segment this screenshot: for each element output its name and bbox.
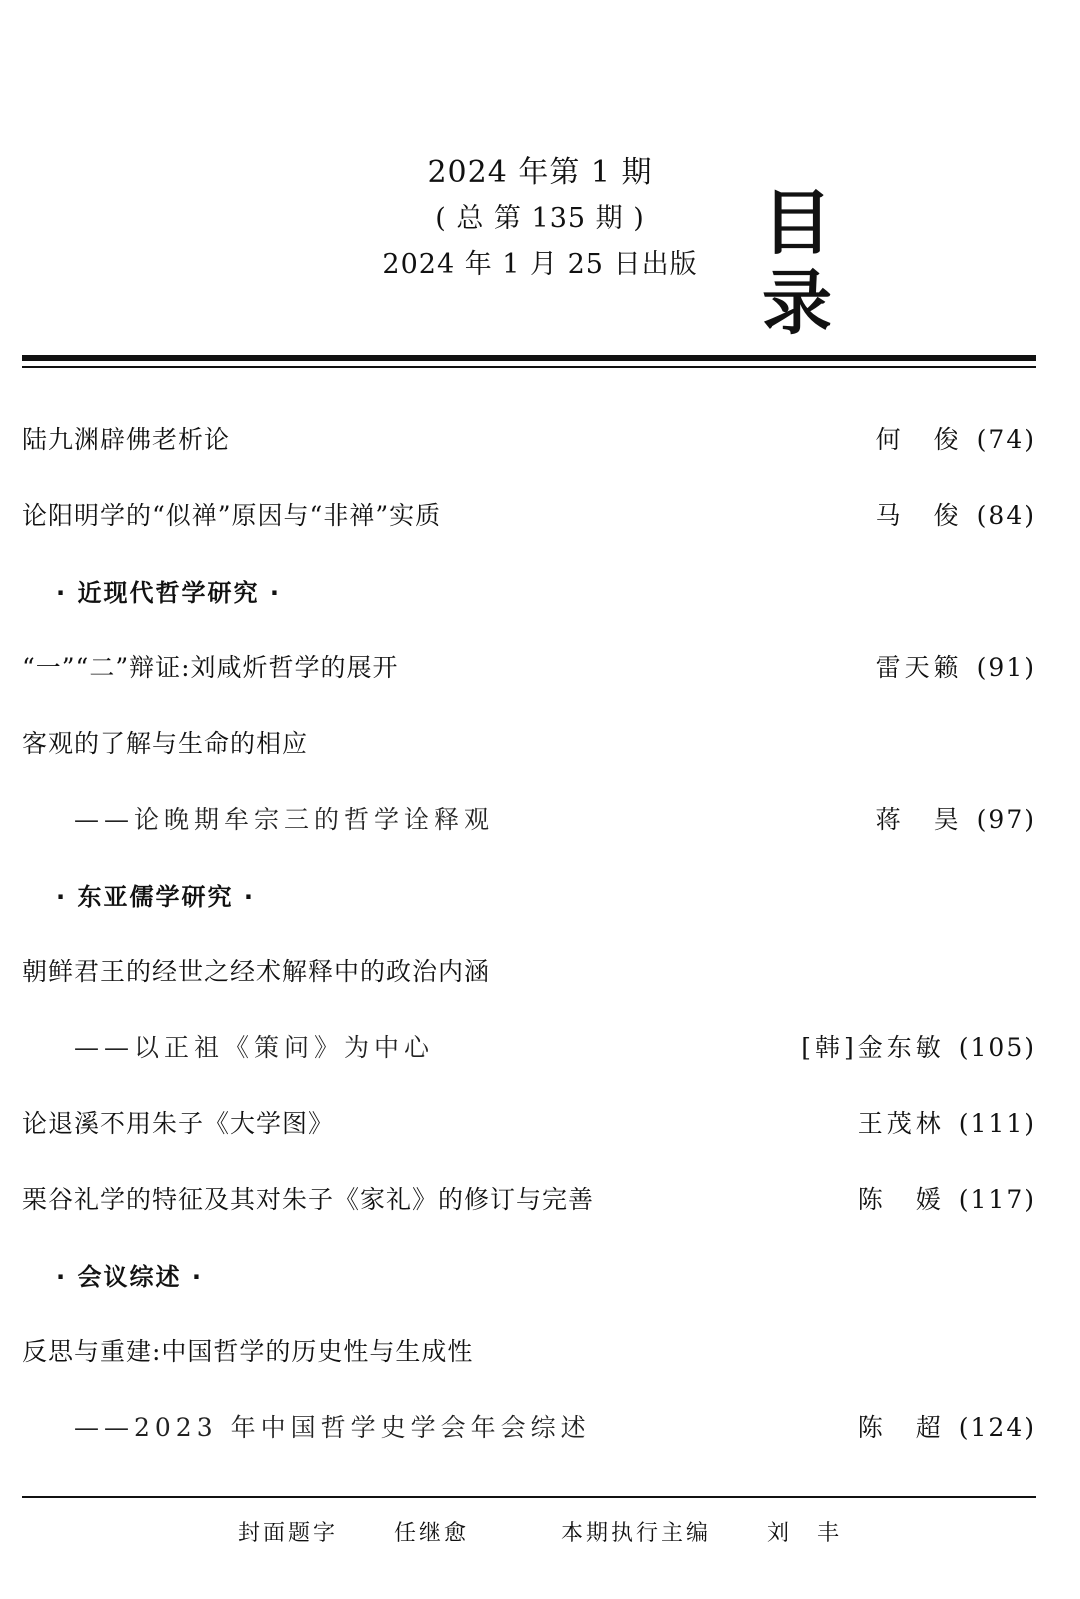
toc-entry-author: 马 俊: [875, 501, 963, 530]
credits-footer: [0, 1516, 1080, 1547]
toc-entry-author: 陈 超: [857, 1413, 945, 1442]
issue-date: 2024 年 1 月 25 日出版: [382, 249, 698, 280]
toc-entry-meta: [858, 1408, 1036, 1444]
toc-entry-author: 雷天籁: [875, 653, 963, 682]
toc-entry-author: 何 俊: [875, 425, 963, 454]
toc-entry-meta: [876, 496, 1036, 532]
toc-entry-meta: [801, 1028, 1036, 1064]
toc-entry-meta: [876, 420, 1036, 456]
toc-heading: 目 录: [762, 182, 890, 344]
toc-entry-page: (117): [958, 1185, 1036, 1214]
toc-entry-title: 反思与重建:中国哲学的历史性与生成性: [22, 1337, 474, 1366]
toc-entry[interactable]: [22, 476, 1036, 552]
toc-entry-page: (91): [976, 653, 1036, 682]
toc-entry-page: (105): [958, 1033, 1036, 1062]
toc-entry-title: 客观的了解与生命的相应: [22, 729, 309, 758]
toc-section-title: · 会议综述 ·: [56, 1262, 203, 1291]
toc-entry-subtitle-row[interactable]: [22, 780, 1036, 856]
toc-entry[interactable]: [22, 704, 1036, 780]
toc-entry-title: 朝鲜君王的经世之经术解释中的政治内涵: [22, 957, 491, 986]
toc-entry-title: 栗谷礼学的特征及其对朱子《家礼》的修订与完善: [22, 1185, 595, 1214]
table-of-contents: [22, 400, 1036, 1464]
issue-info: [360, 150, 720, 288]
issue-number: 2024 年第 1 期: [427, 155, 653, 190]
footer-rule: [22, 1496, 1036, 1498]
toc-entry[interactable]: [22, 400, 1036, 476]
toc-entry-title: 论阳明学的“似禅”原因与“非禅”实质: [22, 501, 442, 530]
toc-entry-subtitle-row[interactable]: [22, 1008, 1036, 1084]
toc-entry-author: [韩]金东敏: [801, 1033, 945, 1062]
toc-entry-title: “一”“二”辩证:刘咸炘哲学的展开: [22, 653, 399, 682]
toc-entry-author: 王茂林: [857, 1109, 945, 1138]
toc-entry[interactable]: [22, 932, 1036, 1008]
toc-entry-meta: [876, 800, 1036, 836]
toc-entry[interactable]: [22, 1312, 1036, 1388]
header-rule-thin: [22, 366, 1036, 368]
toc-entry-subtitle-row[interactable]: [22, 1388, 1036, 1464]
toc-section-heading: [22, 1236, 1036, 1312]
toc-entry-subtitle: ——以正祖《策问》为中心: [74, 1033, 435, 1062]
toc-entry-page: (74): [976, 425, 1036, 454]
executive-editor-name: 刘 丰: [767, 1521, 843, 1546]
issue-total: ( 总 第 135 期 ): [435, 203, 645, 234]
toc-entry-page: (111): [958, 1109, 1036, 1138]
toc-entry-title: 陆九渊辟佛老析论: [22, 425, 231, 454]
toc-section-title: · 东亚儒学研究 ·: [56, 882, 255, 911]
cover-calligraphy-label: 封面题字: [237, 1521, 338, 1546]
toc-entry-page: (84): [976, 501, 1036, 530]
toc-entry-author: 陈 媛: [857, 1185, 945, 1214]
toc-section-heading: [22, 856, 1036, 932]
toc-entry-subtitle: ——2023 年中国哲学史学会年会综述: [74, 1413, 591, 1442]
header-rule-thick: [22, 355, 1036, 361]
toc-section-heading: [22, 552, 1036, 628]
toc-entry-subtitle: ——论晚期牟宗三的哲学诠释观: [74, 805, 495, 834]
toc-entry-page: (97): [976, 805, 1036, 834]
toc-entry[interactable]: [22, 1160, 1036, 1236]
toc-entry-page: (124): [958, 1413, 1036, 1442]
toc-entry-meta: [876, 648, 1036, 684]
toc-entry-meta: [858, 1104, 1036, 1140]
toc-entry[interactable]: [22, 1084, 1036, 1160]
toc-entry-author: 蒋 昊: [875, 805, 963, 834]
toc-entry-meta: [858, 1180, 1036, 1216]
toc-section-title: · 近现代哲学研究 ·: [56, 578, 281, 607]
toc-entry[interactable]: [22, 628, 1036, 704]
executive-editor-label: 本期执行主编: [561, 1521, 712, 1546]
cover-calligrapher-name: 任继愈: [393, 1521, 469, 1546]
toc-entry-title: 论退溪不用朱子《大学图》: [22, 1109, 335, 1138]
